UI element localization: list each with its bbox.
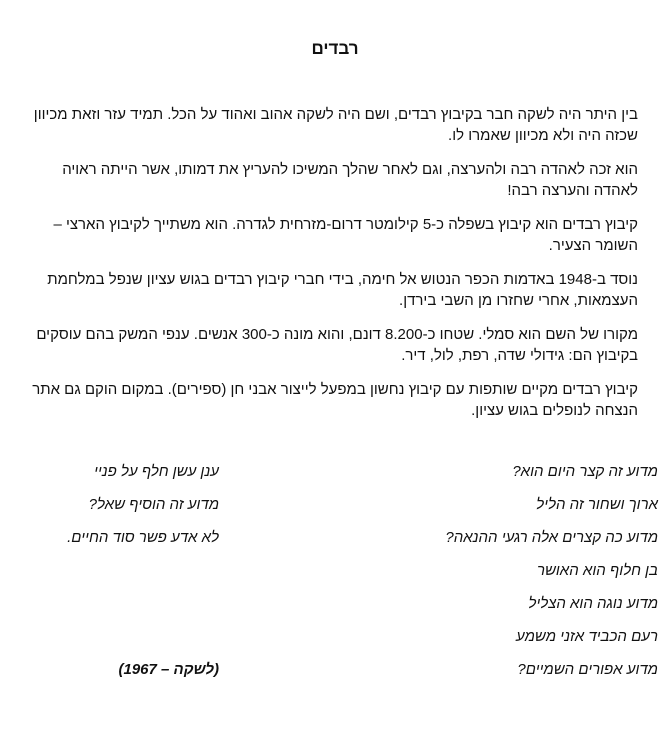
paragraph: קיבוץ רבדים הוא קיבוץ בשפלה כ-5 קילומטר דרום-מזרחית לגדרה. הוא משתייך לקיבוץ הארצי – השומר הצעיר. <box>53 216 638 254</box>
poem-line: בן חלוף הוא האושר <box>536 562 658 579</box>
poem-line: ענן עשן חלף על פניי <box>93 463 219 480</box>
poem <box>0 462 670 702</box>
poem-line: מדוע נוגה הוא הצליל <box>528 595 658 612</box>
paragraph: מקורו של השם הוא סמלי. שטחו כ-8.200 דונם, והוא מונה כ-300 אנשים. ענפי המשק בהם עוסקים בקיבוץ הם: גידולי שדה, רפת, לול, דיר. <box>36 326 638 364</box>
paragraph: קיבוץ רבדים מקיים שותפות עם קיבוץ נחשון במפעל לייצור אבני חן (ספירים). במקום הוקם גם אתר הנצחה לנופלים בגוש עציון. <box>32 381 638 419</box>
poem-line: מדוע זה קצר היום הוא? <box>512 463 658 480</box>
poem-line: מדוע כה קצרים אלה רגעי ההנאה? <box>445 529 658 546</box>
article-body <box>32 104 638 434</box>
poem-line: רעם הכביד אזני משמע <box>516 628 658 645</box>
poem-left-column <box>67 462 219 693</box>
poem-right-column <box>445 462 658 693</box>
poem-line: לא אדע פשר סוד החיים. <box>67 529 219 546</box>
paragraph: הוא זכה לאהדה רבה ולהערצה, וגם לאחר שהלך המשיכו להעריץ את דמותו, אשר הייתה ראויה לאהדה והערצה רבה! <box>62 161 638 199</box>
page-title: רבדים <box>311 39 359 58</box>
paragraph: נוסד ב-1948 באדמות הכפר הנטוש אל חימה, בידי חברי קיבוץ רבדים בגוש עציון שנפל במלחמת העצמאות, אחרי שחזרו מן השבי בירדן. <box>47 271 638 309</box>
poem-line: ארוך ושחור זה הליל <box>536 496 658 513</box>
poem-line: מדוע אפורים השמיים? <box>517 661 658 678</box>
poem-line: מדוע זה הוסיף שאל? <box>88 496 219 513</box>
poem-signature: (לשקה – 1967) <box>118 661 219 678</box>
paragraph: בין היתר היה לשקה חבר בקיבוץ רבדים, ושם היה לשקה אהוב ואהוד על הכל. תמיד עזר וזאת מכיוון שכזה היה ולא מכיוון שאמרו לו. <box>33 106 638 144</box>
